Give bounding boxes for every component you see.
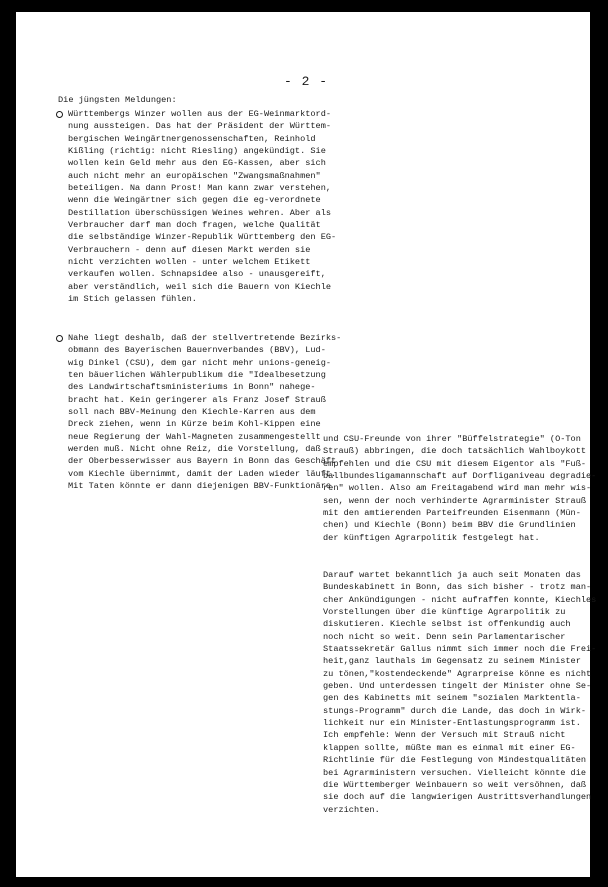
bullet-text: [58, 332, 342, 492]
text-line: chen) und Kiechle (Bonn) beim BBV die Grundlinien: [323, 520, 576, 531]
text-line: neue Regierung der Wahl-Magneten zusammengestellt: [68, 431, 321, 442]
text-line: Dreck ziehen, wenn in Kürze beim Kohl-Kippen eine: [68, 419, 321, 430]
text-line: diskutieren. Kiechle selbst ist offenkundig auch: [323, 619, 571, 630]
text-line: werden muß. Nicht ohne Reiz, die Vorstellung, daß: [68, 444, 321, 455]
page-number: - 2 -: [284, 74, 329, 89]
text-line: aber verständlich, weil sich die Bauern von Kiechle: [68, 281, 332, 292]
paragraph: [323, 569, 596, 816]
text-line: mit den amtierenden Parteifreunden Eisenmann (Mün-: [323, 508, 581, 519]
bullet-text: [58, 108, 337, 306]
text-line: lichkeit nur ein Minister-Entlastungsprogramm ist.: [323, 718, 581, 729]
text-line: Darauf wartet bekanntlich ja auch seit Monaten das: [323, 570, 581, 580]
bullet-item: [58, 108, 337, 306]
text-line: Ich empfehle: Wenn der Versuch mit Strauß nicht: [323, 730, 566, 741]
bullet-circle-icon: [56, 111, 63, 118]
text-line: cher Ankündigungen - nicht aufraffen konnte, Kiechles: [323, 594, 597, 605]
text-line: Richtlinie für die Festlegung von Mindestqualitäten: [323, 755, 587, 766]
text-line: ballbundesligamannschaft auf Dorfliganiveau degradie-: [323, 471, 597, 482]
text-line: Bundeskabinett in Bonn, das sich bisher - trotz man-: [323, 582, 592, 593]
text-line: nicht verzichten wollen - unter welchem Etikett: [68, 257, 311, 268]
text-line: Destillation überschüssigen Weines wehren. Aber als: [68, 207, 332, 218]
text-line: wig Dinkel (CSU), dem gar nicht mehr unions-geneig-: [68, 357, 332, 368]
text-line: auch nicht mehr an europäischen "Zwangsmaßnahmen": [68, 170, 321, 181]
text-line: beteiligen. Na dann Prost! Man kann zwar verstehen,: [68, 183, 332, 194]
text-line: sen, wenn der noch verhinderte Agrarminister Strauß: [323, 495, 587, 506]
text-line: die selbständige Winzer-Republik Württemberg den EG-: [68, 232, 337, 243]
text-line: verkaufen wollen. Schnapsidee also - unausgereift,: [68, 269, 326, 280]
text-line: soll nach BBV-Meinung den Kiechle-Karren aus dem: [68, 407, 316, 418]
text-line: bracht hat. Kein geringerer als Franz Josef Strauß: [68, 394, 326, 405]
text-line: stungs-Programm" durch die Lande, das doch in Wirk-: [323, 705, 587, 716]
text-line: ten bäuerlichen Wählerpublikum die "Idealbesetzung: [68, 370, 326, 381]
text-line: und CSU-Freunde von ihrer "Büffelstrategie" (O-Ton: [323, 434, 581, 444]
text-line: im Stich gelassen fühlen.: [68, 294, 197, 305]
text-line: der Oberbesserwisser aus Bayern in Bonn das Geschäft: [68, 456, 337, 467]
text-line: zu tönen,"kostendeckende" Agrarpreise könne es nicht: [323, 668, 592, 679]
text-line: die Württemberger Weinbauern so weit versöhnen, daß: [323, 779, 587, 790]
text-line: ren" wollen. Also am Freitagabend wird man mehr wis-: [323, 483, 592, 494]
text-line: Vorstellungen über die künftige Agrarpolitik zu: [323, 607, 566, 618]
text-line: wenn die Weingärtner sich gegen die eg-verordnete: [68, 195, 321, 206]
bullet-circle-icon: [56, 335, 63, 342]
text-line: bergischen Weingärtnergenossenschaften, Reinhold: [68, 133, 316, 144]
text-line: geben. Und unterdessen tingelt der Minister ohne Se-: [323, 681, 592, 692]
document-page: [16, 12, 597, 877]
text-line: empfehlen und die CSU mit diesem Eigentor als "Fuß-: [323, 458, 587, 469]
text-line: klappen sollte, müßte man es einmal mit einer EG-: [323, 742, 576, 753]
text-line: Verbrauchern - denn auf diesen Markt werden sie: [68, 244, 311, 255]
text-line: Kißling (richtig: nicht Riesling) angekündigt. Sie: [68, 146, 326, 157]
text-line: sie doch auf die langwierigen Austrittsverhandlungen: [323, 792, 592, 803]
text-line: noch nicht so weit. Denn sein Parlamentarischer: [323, 631, 566, 642]
text-line: Nahe liegt deshalb, daß der stellvertretende Bezirks-: [68, 333, 342, 343]
text-line: nung aussteigen. Das hat der Präsident der Württem-: [68, 121, 332, 132]
text-line: Strauß) abbringen, die doch tatsächlich Wahlboykott: [323, 446, 587, 457]
text-line: heit,ganz lauthals im Gegensatz zu seinem Minister: [323, 656, 581, 667]
text-line: der künftigen Agrarpolitik festgelegt hat.: [323, 532, 540, 543]
text-line: Mit Taten könnte er dann diejenigen BBV-Funktionäre: [68, 481, 332, 492]
paragraph: [323, 433, 596, 544]
text-line: Verbraucher darf man doch fragen, welche Qualität: [68, 220, 321, 231]
text-line: vom Kiechle übernimmt, damit der Laden wieder läuft.: [68, 468, 337, 479]
text-line: verzichten.: [323, 804, 380, 815]
bullet-item: [58, 332, 342, 492]
text-line: des Landwirtschaftsministeriums in Bonn" nahege-: [68, 382, 316, 393]
section-heading: Die jüngsten Meldungen:: [58, 95, 177, 105]
text-line: Württembergs Winzer wollen aus der EG-Weinmarktord-: [68, 109, 332, 119]
text-line: gen des Kabinetts mit seinem "sozialen Marktentla-: [323, 693, 581, 704]
text-line: Staatssekretär Gallus nimmt sich immer noch die Frei-: [323, 644, 597, 655]
text-line: bei Agrarministern versuchen. Vielleicht könnte die: [323, 767, 587, 778]
text-line: wollen kein Geld mehr aus den EG-Kassen, aber sich: [68, 158, 326, 169]
text-line: obmann des Bayerischen Bauernverbandes (BBV), Lud-: [68, 345, 326, 356]
